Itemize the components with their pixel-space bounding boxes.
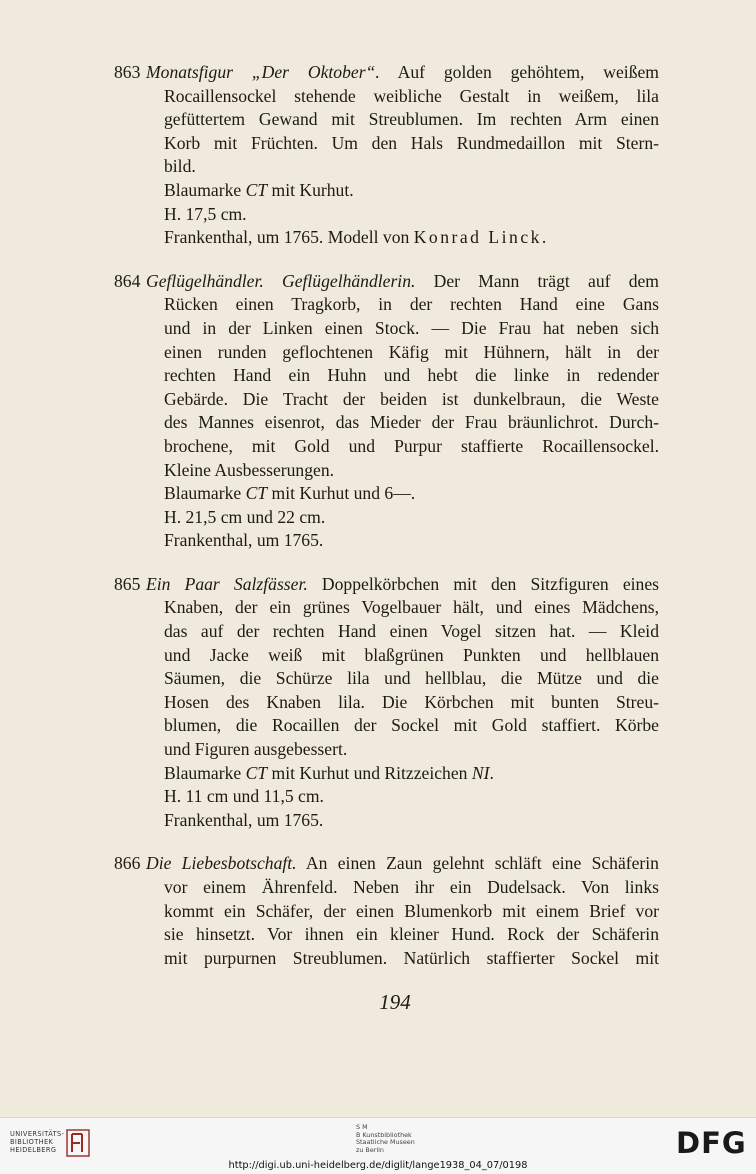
entry-title: Ein Paar Salzfässer.	[146, 573, 308, 594]
mark-end: .	[489, 762, 494, 783]
entry-mark-line	[114, 179, 659, 203]
entry-number: 864	[114, 270, 141, 291]
entry-first-line	[114, 852, 659, 876]
entry-number: 866	[114, 853, 141, 874]
entry-text-line: des Mannes eisenrot, das Mieder der Frau bräunlichrot. Durch-	[164, 412, 659, 433]
catalog-entry	[114, 852, 659, 970]
entry-height: H. 21,5 cm und 22 cm.	[164, 506, 326, 527]
entry-text-line: einen runden geflochtenen Käfig mit Hühnern, hält in der	[164, 341, 659, 362]
modeller-name: Konrad Linck	[413, 227, 542, 248]
permalink[interactable]: http://digi.ub.uni-heidelberg.de/diglit/lange1938_04_07/0198	[228, 1160, 528, 1171]
entry-first-line	[114, 61, 659, 85]
institution-line: S M	[356, 1123, 368, 1131]
catalog-entry	[114, 573, 659, 833]
entry-text: An einen Zaun gelehnt schläft eine Schäferin	[305, 853, 659, 874]
origin-text: Frankenthal, um 1765. Modell von	[164, 227, 414, 248]
entry-first-line	[114, 573, 659, 597]
entry-text-line: und Figuren ausgebessert.	[164, 739, 348, 760]
mark-label: Blaumarke	[164, 179, 246, 200]
library-name-line: BIBLIOTHEK	[10, 1138, 54, 1146]
entry-text-line: das auf der rechten Hand einen Vogel sitzen hat. — Kleid	[164, 621, 659, 642]
entry-text-line: Korb mit Früchten. Um den Hals Rundmedaillon mit Stern-	[164, 132, 659, 153]
library-name-line: HEIDELBERG	[10, 1146, 57, 1154]
library-logo-icon	[66, 1128, 90, 1158]
entry-text-line: Knaben, der ein grünes Vogelbauer hält, und eines Mädchens,	[164, 597, 659, 618]
entry-text-line: brochene, mit Gold und Purpur staffierte Rocaillensockel.	[164, 435, 659, 456]
mark-label: Blaumarke	[164, 762, 246, 783]
entry-text-line: bild.	[164, 156, 196, 177]
entry-text-line: rechten Hand ein Huhn und hebt die linke in redender	[164, 365, 659, 386]
entry-height: H. 11 cm und 11,5 cm.	[164, 786, 324, 807]
catalog-entry	[114, 61, 659, 250]
entry-title: Monatsfigur „Der Oktober“.	[146, 62, 380, 82]
entry-text-line: kommt ein Schäfer, der einen Blumenkorb mit einem Brief vor	[164, 900, 659, 921]
catalog-entries	[114, 61, 659, 990]
entry-text-line: und in der Linken einen Stock. — Die Frau hat neben sich	[164, 317, 659, 338]
mark-symbol: CT	[245, 483, 268, 504]
viewer-footer	[0, 1117, 756, 1174]
entry-origin: Frankenthal, um 1765.	[164, 809, 324, 830]
mark-symbol: CT	[245, 762, 268, 783]
entry-text-line: gefüttertem Gewand mit Streublumen. Im rechten Arm einen	[164, 109, 659, 130]
entry-mark-line	[114, 762, 659, 786]
entry-text-line: Kleine Ausbesserungen.	[164, 459, 335, 480]
entry-text: Auf golden gehöhtem, weißem	[397, 62, 659, 82]
mark-detail: mit Kurhut und Ritzzeichen	[267, 762, 472, 783]
incised-mark: NI	[471, 762, 490, 783]
entry-text-line: Rücken einen Tragkorb, in der rechten Hand eine Gans	[164, 294, 659, 315]
entry-text-line: vor einem Ährenfeld. Neben ihr ein Dudelsack. Von links	[164, 877, 659, 897]
entry-number: 863	[114, 62, 141, 82]
institution-line: Staatliche Museen	[356, 1138, 415, 1147]
entry-title: Die Liebesbotschaft.	[146, 853, 297, 874]
entry-text: Der Mann trägt auf dem	[433, 270, 659, 291]
page-number: 194	[379, 990, 411, 1014]
entry-height: H. 17,5 cm.	[164, 203, 247, 224]
entry-text-line: Rocaillensockel stehende weibliche Gestalt in weißem, lila	[164, 85, 659, 106]
entry-text-line: Hosen des Knaben lila. Die Körbchen mit bunten Streu-	[164, 691, 659, 712]
institution-line: B Kunstbibliothek	[356, 1130, 412, 1139]
library-name-line: UNIVERSITÄTS-	[10, 1130, 65, 1138]
entry-first-line	[114, 270, 659, 294]
mark-detail: mit Kurhut und 6—.	[267, 483, 416, 504]
entry-text-line: Gebärde. Die Tracht der beiden ist dunkelbraun, die Weste	[164, 388, 659, 409]
holding-institution	[356, 1124, 415, 1154]
institution-line: zu Berlin	[356, 1145, 384, 1154]
mark-symbol: CT	[245, 179, 268, 200]
entry-mark-line	[114, 482, 659, 506]
library-name	[10, 1130, 64, 1154]
entry-text-line: mit purpurnen Streublumen. Natürlich staffierter Sockel mit	[164, 947, 659, 968]
mark-label: Blaumarke	[164, 483, 246, 504]
entry-text-line: Säumen, die Schürze lila und hellblau, die Mütze und die	[164, 668, 659, 689]
entry-text-line: sie hinsetzt. Vor ihnen ein kleiner Hund. Rock der Schäferin	[164, 924, 659, 945]
entry-origin	[114, 226, 659, 250]
entry-text: Doppelkörbchen mit den Sitzfiguren eines	[321, 573, 659, 594]
mark-detail: mit Kurhut.	[267, 179, 354, 200]
catalog-entry	[114, 270, 659, 553]
entry-number: 865	[114, 573, 141, 594]
origin-end: .	[541, 227, 547, 248]
entry-origin: Frankenthal, um 1765.	[164, 530, 324, 551]
entry-text-line: und Jacke weiß mit blaßgrünen Punkten und hellblauen	[164, 644, 659, 665]
entry-title: Geflügelhändler. Geflügelhändlerin.	[146, 270, 416, 291]
entry-text-line: blumen, die Rocaillen der Sockel mit Gold staffiert. Körbe	[164, 715, 659, 736]
dfg-logo: DFG	[676, 1126, 747, 1160]
